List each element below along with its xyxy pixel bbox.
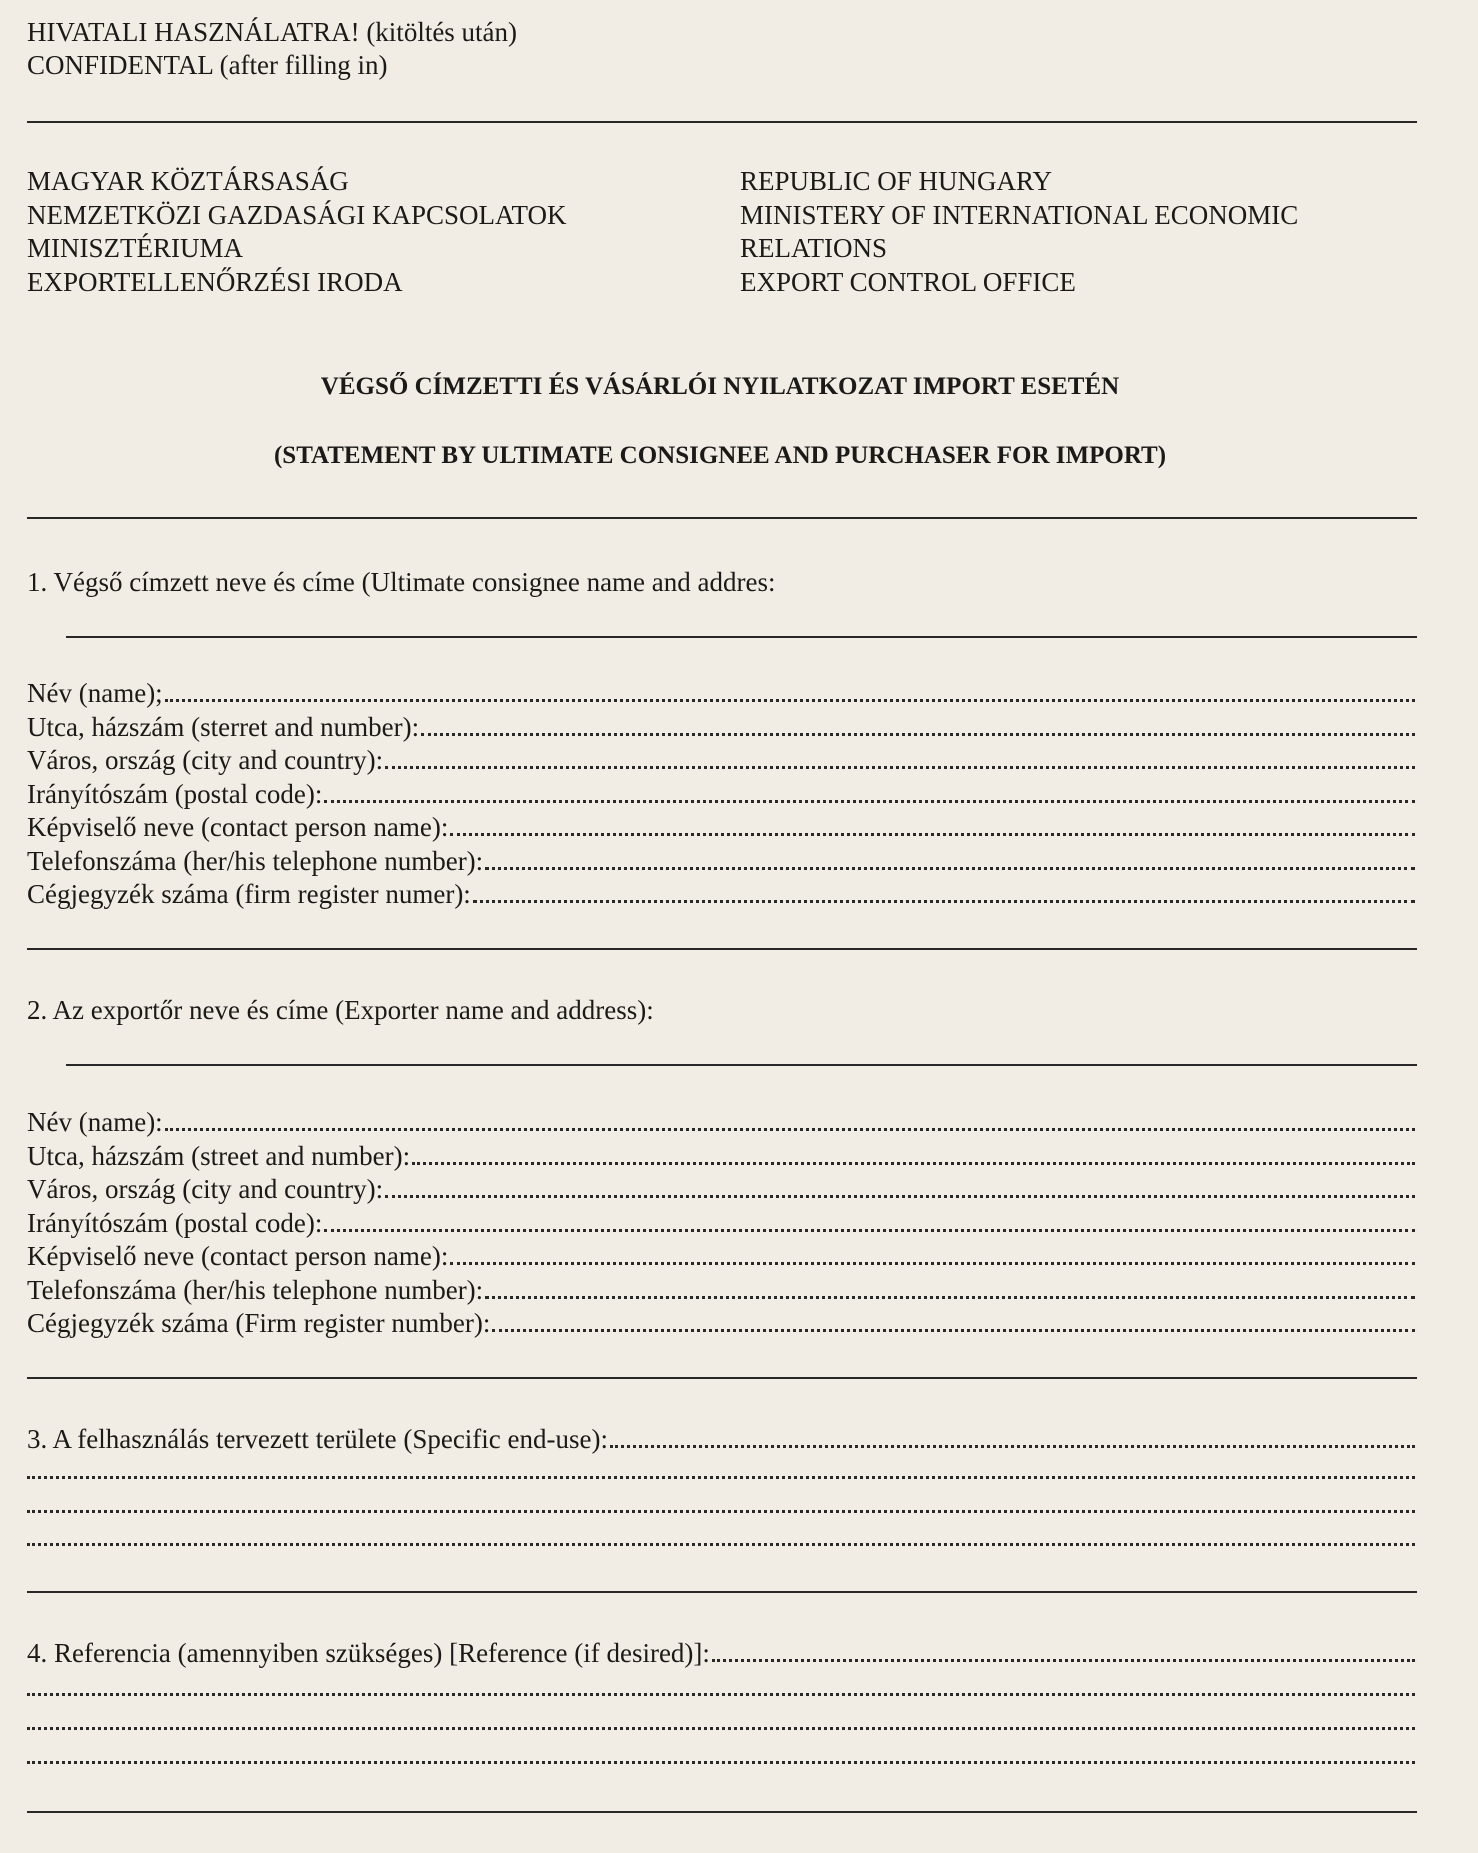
divider [27, 1811, 1417, 1813]
fill-line[interactable] [385, 744, 1415, 769]
divider [27, 121, 1417, 123]
reference-line[interactable] [27, 1693, 1415, 1696]
field-label: Képviselő neve (contact person name): [27, 812, 449, 842]
fill-line[interactable] [165, 677, 1415, 702]
reference-line[interactable] [27, 1761, 1415, 1764]
issuer-en-line: MINISTERY OF INTERNATIONAL ECONOMIC [740, 200, 1299, 230]
fill-line[interactable] [712, 1637, 1415, 1662]
field-label: Cégjegyzék száma (firm register numer): [27, 879, 471, 909]
section-2-heading: 2. Az exportőr neve és címe (Exporter name and address): [27, 995, 654, 1025]
form-title-en: (STATEMENT BY ULTIMATE CONSIGNEE AND PURCHASER FOR IMPORT) [273, 442, 1167, 469]
exporter-phone-field[interactable] [27, 1274, 1415, 1308]
fill-line[interactable] [450, 1240, 1415, 1265]
issuer-hu-line: EXPORTELLENŐRZÉSI IRODA [27, 267, 403, 297]
exporter-contact-field[interactable] [27, 1240, 1415, 1274]
consignee-city-field[interactable] [27, 744, 1415, 778]
fill-line[interactable] [610, 1423, 1415, 1448]
section-2-underline [66, 1064, 1417, 1066]
issuer-en-line: RELATIONS [740, 233, 887, 263]
field-label: Utca, házszám (sterret and number): [27, 712, 420, 742]
fill-line[interactable] [473, 878, 1415, 903]
fill-line[interactable] [324, 1207, 1415, 1232]
field-label: Név (name); [27, 678, 163, 708]
issuer-hu-line: NEMZETKÖZI GAZDASÁGI KAPCSOLATOK [27, 200, 567, 230]
section-3-heading: 3. A felhasználás tervezett területe (Specific end-use): [27, 1424, 608, 1454]
exporter-name-field[interactable] [27, 1106, 1415, 1140]
field-label: Irányítószám (postal code): [27, 779, 323, 809]
section-1-heading: 1. Végső címzett neve és címe (Ultimate consignee name and addres: [27, 567, 776, 597]
issuer-hu-line: MINISZTÉRIUMA [27, 233, 243, 263]
field-label: Név (name): [27, 1107, 163, 1137]
end-use-line[interactable] [27, 1476, 1415, 1479]
fill-line[interactable] [412, 1140, 1415, 1165]
field-label: Város, ország (city and country): [27, 1174, 384, 1204]
consignee-register-field[interactable] [27, 878, 1415, 912]
field-label: Telefonszáma (her/his telephone number): [27, 846, 484, 876]
end-use-line[interactable] [27, 1543, 1415, 1546]
fill-line[interactable] [165, 1106, 1415, 1131]
field-label: Képviselő neve (contact person name): [27, 1241, 449, 1271]
field-label: Város, ország (city and country): [27, 745, 384, 775]
fill-line[interactable] [450, 811, 1415, 836]
consignee-name-field[interactable] [27, 677, 1415, 711]
exporter-city-field[interactable] [27, 1173, 1415, 1207]
fill-line[interactable] [421, 711, 1415, 736]
consignee-phone-field[interactable] [27, 845, 1415, 879]
reference-line[interactable] [27, 1727, 1415, 1730]
divider [27, 948, 1417, 950]
field-label: Utca, házszám (street and number): [27, 1141, 411, 1171]
form-title-hu: VÉGSŐ CÍMZETTI ÉS VÁSÁRLÓI NYILATKOZAT IMPORT ESETÉN [320, 373, 1120, 400]
consignee-contact-field[interactable] [27, 811, 1415, 845]
exporter-postal-field[interactable] [27, 1207, 1415, 1241]
fill-line[interactable] [492, 1307, 1415, 1332]
issuer-hu-line: MAGYAR KÖZTÁRSASÁG [27, 166, 349, 196]
divider [27, 1377, 1417, 1379]
end-use-line[interactable] [27, 1510, 1415, 1513]
field-label: Irányítószám (postal code): [27, 1208, 323, 1238]
issuer-en-line: EXPORT CONTROL OFFICE [740, 267, 1076, 297]
field-label: Telefonszáma (her/his telephone number): [27, 1275, 484, 1305]
exporter-register-field[interactable] [27, 1307, 1415, 1341]
reference-field[interactable] [27, 1637, 1415, 1671]
fill-line[interactable] [385, 1173, 1415, 1198]
section-1-underline [66, 636, 1417, 638]
fill-line[interactable] [485, 845, 1415, 870]
end-use-field[interactable] [27, 1423, 1415, 1457]
fill-line[interactable] [485, 1274, 1415, 1299]
fill-line[interactable] [324, 778, 1415, 803]
divider [27, 1591, 1417, 1593]
confidential-notice-en: CONFIDENTAL (after filling in) [27, 50, 388, 80]
section-4-heading: 4. Referencia (amennyiben szükséges) [Reference (if desired)]: [27, 1638, 710, 1668]
field-label: Cégjegyzék száma (Firm register number): [27, 1308, 491, 1338]
confidential-notice-hu: HIVATALI HASZNÁLATRA! (kitöltés után) [27, 17, 518, 47]
exporter-street-field[interactable] [27, 1140, 1415, 1174]
consignee-street-field[interactable] [27, 711, 1415, 745]
consignee-postal-field[interactable] [27, 778, 1415, 812]
divider [27, 517, 1417, 519]
issuer-en-line: REPUBLIC OF HUNGARY [740, 166, 1053, 196]
